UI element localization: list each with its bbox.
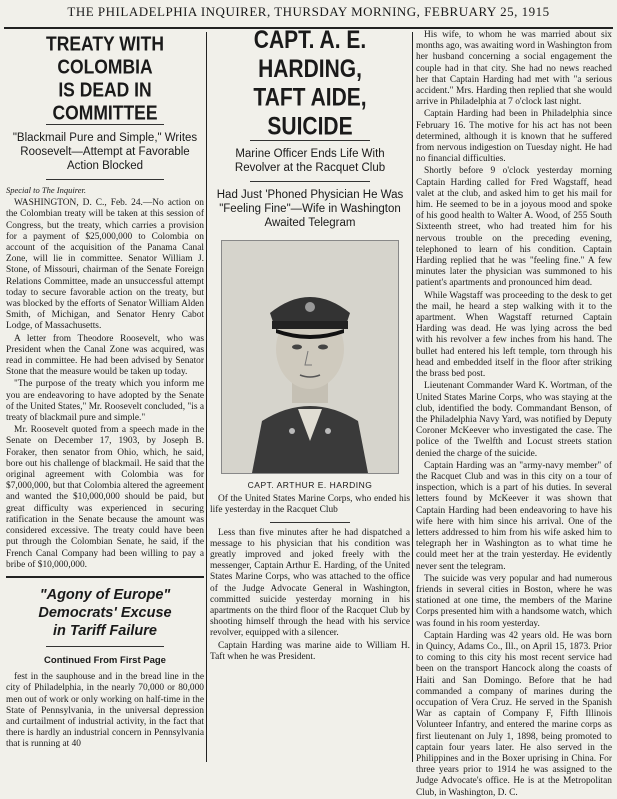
- story3-paragraph: Captain Harding was marine aide to William H. Taft when he was President.: [210, 640, 410, 662]
- story1-headline: [6, 32, 204, 124]
- column-rule-2: [412, 32, 413, 762]
- story1-paragraph: Mr. Roosevelt quoted from a speech made in the Senate on December 17, 1903, by Joseph B. Foraker, then senator from Ohio, which, he said, bore out his challenge of blackmail. He said that the original agreement with Colombia was for $7,000,000, but that Colombia altered the agreement and wanted the $10,000,000 should be paid, but great difficulty was experienced in securing ratification in the Senate because the amount was considered excessive. The treaty could have been put through the Colombian Senate, he said, if the French Canal Company had been willing to pay a bribe of $10,000,000.: [6, 425, 204, 570]
- caption-text: Of the United States Marine Corps, who ended his life yesterday in the Racquet Club: [210, 494, 410, 516]
- story1-headline-line1: TREATY WITH COLOMBIA: [46, 32, 164, 78]
- continued-divider: [46, 646, 165, 647]
- story3-cont-paragraph: His wife, to whom he was married about six months ago, was awaiting word in Washington from her husband concerning a social engagement the couple had in that city. She had no news reached her that Captain Harding had met with "a serious accident." Mrs. Harding then replied that she would arrive in Philadelphia at 7 o'clock last night.: [416, 30, 612, 108]
- headline-divider: [46, 124, 165, 125]
- story3-headline: [210, 26, 410, 141]
- story3-cont-paragraph: Captain Harding was 42 years old. He was born in Quincy, Adams Co., Ill., on April 15, 1873. Prior to coming to this city his most recent service had been on the transport Hancock along the coasts of Haiti and San Domingo. Before that he had commanded a company of marines during the occupation of Vera Cruz. He served in the Spanish War as captain of Company F, Fifth Illinois Volunteer Infantry, and entered the marine corps as first lieutenant on July 1, 1898, being promoted to captain four years later. He also served in the Philippines and in the Boxer uprising in China. For three years prior to 1914 he was assigned to the Judge Advocate's office. He is at the Metropolitan Club, in Washington, D. C.: [416, 630, 612, 798]
- story1-special: Special to The Inquirer.: [6, 185, 86, 195]
- story3-cont-paragraph: While Wagstaff was proceeding to the desk to get the mail, he heard a step walking with it to the apartment. When Wagstaff returned Captain Harding was dead. He was lying across the bed with his revolver a few inches from his hand. The bullet had entered his left temple, torn through his head and embedded itself in the floor after striking the brass bed post.: [416, 290, 612, 380]
- story1-paragraph: "The purpose of the treaty which you inform me you are endeavoring to have adopted by the Senate of the United States," Mr. Roosevelt concluded, "is a treaty of blackmail pure and simple.": [6, 379, 204, 424]
- story2-headline-line2: Democrats' Excuse: [38, 604, 172, 621]
- story2-headline-line3: in Tariff Failure: [53, 622, 157, 639]
- story2-headline: [6, 586, 204, 640]
- story1-deck: "Blackmail Pure and Simple," Writes Roosevelt—Attempt at Favorable Action Blocked: [12, 132, 198, 172]
- story3-cont-paragraph: Lieutenant Commander Ward K. Wortman, of the United States Marine Corps, who was staying at the club, identified the body. Commandant Benson, of the Philadelphia Navy Yard, was notified by Deputy Coroner McKeever who investigated the case. The police of the Twelfth and Locust streets station denied the charge of the suicide.: [416, 381, 612, 459]
- story1-paragraph: A letter from Theodore Roosevelt, who was President when the Canal Zone was acquired, was read in committee. He had been advised by Senator Stone that the measure would be taken up today.: [6, 333, 204, 378]
- portrait-photo: [221, 240, 399, 474]
- story2-paragraph: fest in the sauphouse and in the bread line in the city of Philadelphia, in the nearly 70,000 or 80,000 men out of work or only working on half-time in the State of Pennsylvania, in the universal depression and curtailment of industrial activity, in the fact that there is hardly an industrial concern in Pennsylvania that is running at 40: [6, 672, 204, 750]
- story1-headline-line2: IS DEAD IN COMMITTEE: [52, 78, 158, 124]
- portrait-illustration: [222, 241, 398, 473]
- deck-divider: [250, 181, 370, 182]
- story1-paragraph: WASHINGTON, D. C., Feb. 24.—No action on the Colombian treaty will be taken at this session of Congress, but the treaty, which carries a provision for a payment of $25,000,000 to Colombia on account of the acquisition of the Panama Canal Zone, will lie in committee. Senator William J. Stone, of Missouri, chairman of the Senate Foreign Relations Committee, made an unsuccessful attempt today to secure favorable action on the treaty, but was blocked by the efforts of Senator William Alden Smith, of Michigan, and Senator Henry Cabot Lodge, of Massachusetts.: [6, 198, 204, 332]
- story3-headline-line2: TAFT AIDE, SUICIDE: [253, 84, 367, 141]
- story3-deck-2: Had Just 'Phoned Physician He Was "Feeling Fine"—Wife in Washington Awaited Telegram: [216, 189, 404, 229]
- story-divider: [6, 576, 204, 578]
- story3-headline-line1: CAPT. A. E. HARDING,: [253, 26, 367, 83]
- story3-paragraph: Less than five minutes after he had dispatched a message to his physician that his condition was greatly improved and joked freely with the messenger, Captain Arthur E. Harding, of the United States Marine Corps, who was attached to the office of the Judge Advocate General in Washington, committed suicide yesterday morning in his apartments on the third floor of the Racquet Club by shooting himself through the head with his service revolver, equipped with a silencer.: [210, 527, 410, 639]
- story3-cont-paragraph: Shortly before 9 o'clock yesterday morning Captain Harding called for Fred Wagstaff, head valet at the club, and asked him to get his mail for him. He seemed to be in a joyous mood and spoke of his good health to Walter A. Wood, of 255 South Sixteenth street, who had treated him for his nervous trouble on the preceding evening, telephoned to learn of his condition. Captain Harding replied that he was "feeling fine." A few minutes later the physician was summoned to his patient's apartments and pronounced him dead.: [416, 166, 612, 289]
- story3-cont-paragraph: Captain Harding was an "army-navy member" of the Racquet Club and was in this city on a tour of inspection, which is a part of his duties. In several letters found by McKeever it was shown that Captain Harding had been endeavoring to have his wife here with him since his arrival. One of the letters addressed to him from his wife asked him to telegraph her in Washington as to what time he could meet her at the train yesterday. He evidently never sent the telegram.: [416, 460, 612, 572]
- column-rule-1: [206, 32, 207, 762]
- photo-caption: CAPT. ARTHUR E. HARDING: [247, 480, 373, 490]
- column-3: [416, 30, 612, 798]
- story2-headline-line1: "Agony of Europe": [39, 586, 171, 603]
- caption-divider: [270, 522, 350, 523]
- story3-cont-paragraph: The suicide was very popular and had numerous friends in several cities in Boston, where he was stationed at one time, the members of the Marine Corps presented him with a handsome watch, which was found in his room yesterday.: [416, 573, 612, 629]
- story3-deck-1: Marine Officer Ends Life With Revolver at the Racquet Club: [234, 148, 386, 174]
- continued-label: Continued From First Page: [44, 654, 166, 666]
- deck-divider: [46, 179, 165, 180]
- column-1: [6, 32, 204, 762]
- masthead: THE PHILADELPHIA INQUIRER, THURSDAY MORNING, FEBRUARY 25, 1915: [67, 4, 550, 19]
- story3-cont-paragraph: Captain Harding had been in Philadelphia since February 16. The motive for his act has not been determined, although it is known that he suffered from nervous indigestion on Tuesday night. He had no financial difficulties.: [416, 109, 612, 165]
- column-2: [210, 26, 410, 762]
